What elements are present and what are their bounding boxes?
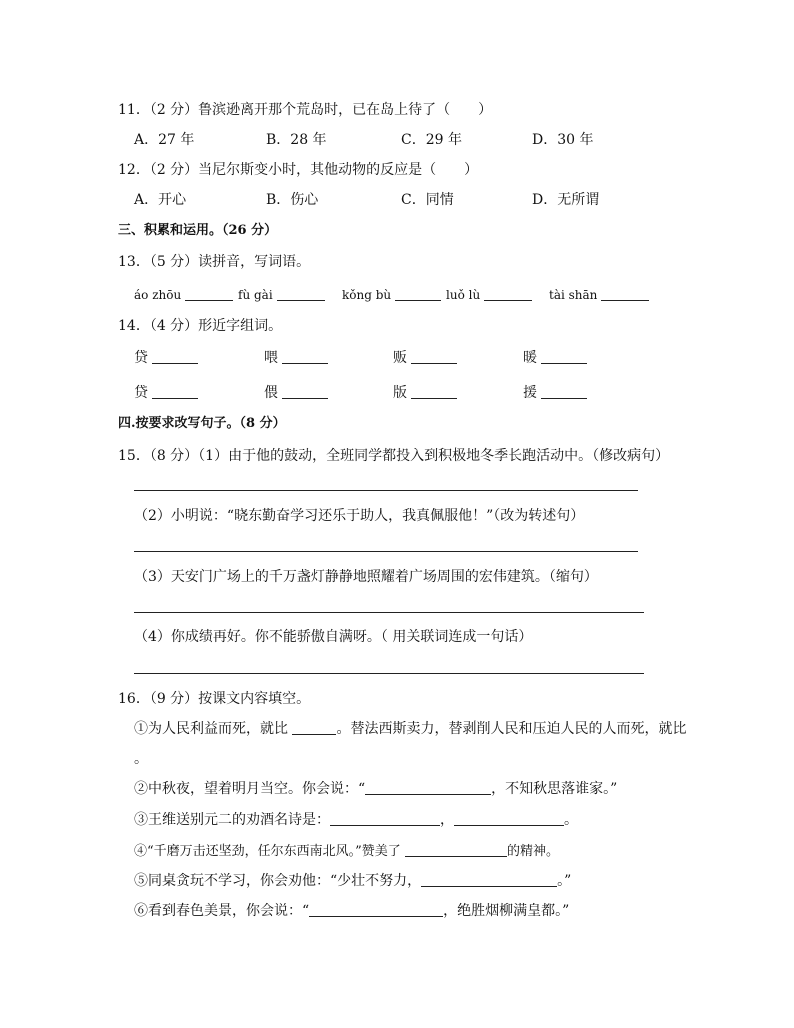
q15-answer-line-2[interactable]: [134, 551, 638, 552]
q16-blank-4[interactable]: [405, 842, 507, 857]
q14-char-r1c1: 贷: [134, 349, 198, 367]
q16-blank-5[interactable]: [421, 872, 557, 887]
q15-part-2: （2）小明说：“晓东勤奋学习还乐于助人，我真佩服他！”（改为转述句）: [134, 508, 585, 524]
q13-answer-blank-4[interactable]: [484, 286, 532, 301]
q11-option-b[interactable]: B．28 年: [266, 132, 327, 148]
q16-item-5: ⑤同桌贪玩不学习，你会劝他：“少壮不努力， 。”: [134, 873, 572, 889]
q16-item-6: ⑥看到春色美景，你会说：“ ，绝胜烟柳满皇都。”: [134, 903, 570, 919]
q14-blank-r1c3[interactable]: [411, 349, 457, 364]
q11-option-c[interactable]: C．29 年: [401, 132, 462, 148]
section4-title: 四.按要求改写句子。（8 分）: [118, 416, 286, 431]
q16-item-2: ②中秋夜，望着明月当空。你会说：“ ，不知秋思落谁家。”: [134, 781, 618, 797]
q12-option-d[interactable]: D．无所谓: [532, 192, 600, 208]
q12-option-b[interactable]: B．伤心: [266, 192, 319, 208]
q14-char-r2c2: 偎: [264, 384, 328, 402]
q14-char-r1c2: 喂: [264, 349, 328, 367]
q14-blank-r1c2[interactable]: [282, 349, 328, 364]
q16-stem: 16．（9 分）按课文内容填空。: [118, 691, 311, 707]
q15-answer-line-1[interactable]: [134, 490, 638, 491]
q13-answer-blank-5[interactable]: [601, 286, 649, 301]
q16-blank-1a[interactable]: [292, 720, 336, 735]
q13-pinyin-2: fù gài: [238, 286, 325, 303]
q13-answer-blank-2[interactable]: [277, 286, 325, 301]
q14-blank-r2c3[interactable]: [411, 384, 457, 399]
section3-title: 三、积累和运用。（26 分）: [118, 223, 278, 238]
q16-blank-3b[interactable]: [454, 811, 564, 826]
q12-stem: 12．（2 分）当尼尔斯变小时，其他动物的反应是（ ）: [118, 162, 479, 178]
q15-part-3: （3）天安门广场上的千万盏灯静静地照耀着广场周围的宏伟建筑。（缩句）: [134, 569, 598, 585]
q11-stem: 11．（2 分）鲁滨逊离开那个荒岛时，已在岛上待了（ ）: [118, 102, 493, 118]
q16-blank-3a[interactable]: [330, 811, 440, 826]
q14-char-r2c3: 版: [393, 384, 457, 402]
q15-stem: 15．（8 分）（1）由于他的鼓动，全班同学都投入到积极地冬季长跑活动中。（修改病句）: [118, 448, 670, 464]
q14-blank-r2c2[interactable]: [282, 384, 328, 399]
q15-part-4: （4）你成绩再好。你不能骄傲自满呀。（ 用关联词连成一句话）: [134, 629, 533, 645]
q14-char-r2c1: 贷: [134, 384, 198, 402]
q14-blank-r2c4[interactable]: [541, 384, 587, 399]
q14-char-r2c4: 援: [523, 384, 587, 402]
q11-option-a[interactable]: A．27 年: [134, 132, 195, 148]
q14-blank-r1c4[interactable]: [541, 349, 587, 364]
q13-pinyin-1: áo zhōu: [134, 286, 233, 303]
q11-option-d[interactable]: D．30 年: [532, 132, 594, 148]
q14-blank-r2c1[interactable]: [152, 384, 198, 399]
q14-blank-r1c1[interactable]: [152, 349, 198, 364]
q16-item-1-end: 。: [134, 751, 148, 767]
q15-answer-line-3[interactable]: [134, 612, 644, 613]
q16-blank-6[interactable]: [309, 902, 443, 917]
q14-stem: 14．（4 分）形近字组词。: [118, 318, 283, 334]
q14-char-r1c4: 暖: [523, 349, 587, 367]
q13-pinyin-4: luǒ lù: [446, 286, 532, 303]
q13-pinyin-3: kǒng bù: [342, 286, 441, 303]
q13-answer-blank-1[interactable]: [185, 286, 233, 301]
q13-answer-blank-3[interactable]: [395, 286, 441, 301]
q12-option-c[interactable]: C．同情: [401, 192, 454, 208]
q16-item-1: ①为人民利益而死，就比 。替法西斯卖力，替剥削人民和压迫人民的人而死，就比: [134, 721, 687, 737]
q16-blank-2[interactable]: [365, 780, 491, 795]
q13-stem: 13．（5 分）读拼音，写词语。: [118, 254, 311, 270]
q16-item-3: ③王维送别元二的劝酒名诗是： ， 。: [134, 812, 578, 828]
q16-item-4: ④“千磨万击还坚劲，任尔东西南北风。”赞美了 的精神。: [134, 844, 559, 859]
q14-char-r1c3: 贩: [393, 349, 457, 367]
q12-option-a[interactable]: A．开心: [134, 192, 187, 208]
q15-answer-line-4[interactable]: [134, 673, 644, 674]
q13-pinyin-5: tài shān: [549, 286, 649, 303]
